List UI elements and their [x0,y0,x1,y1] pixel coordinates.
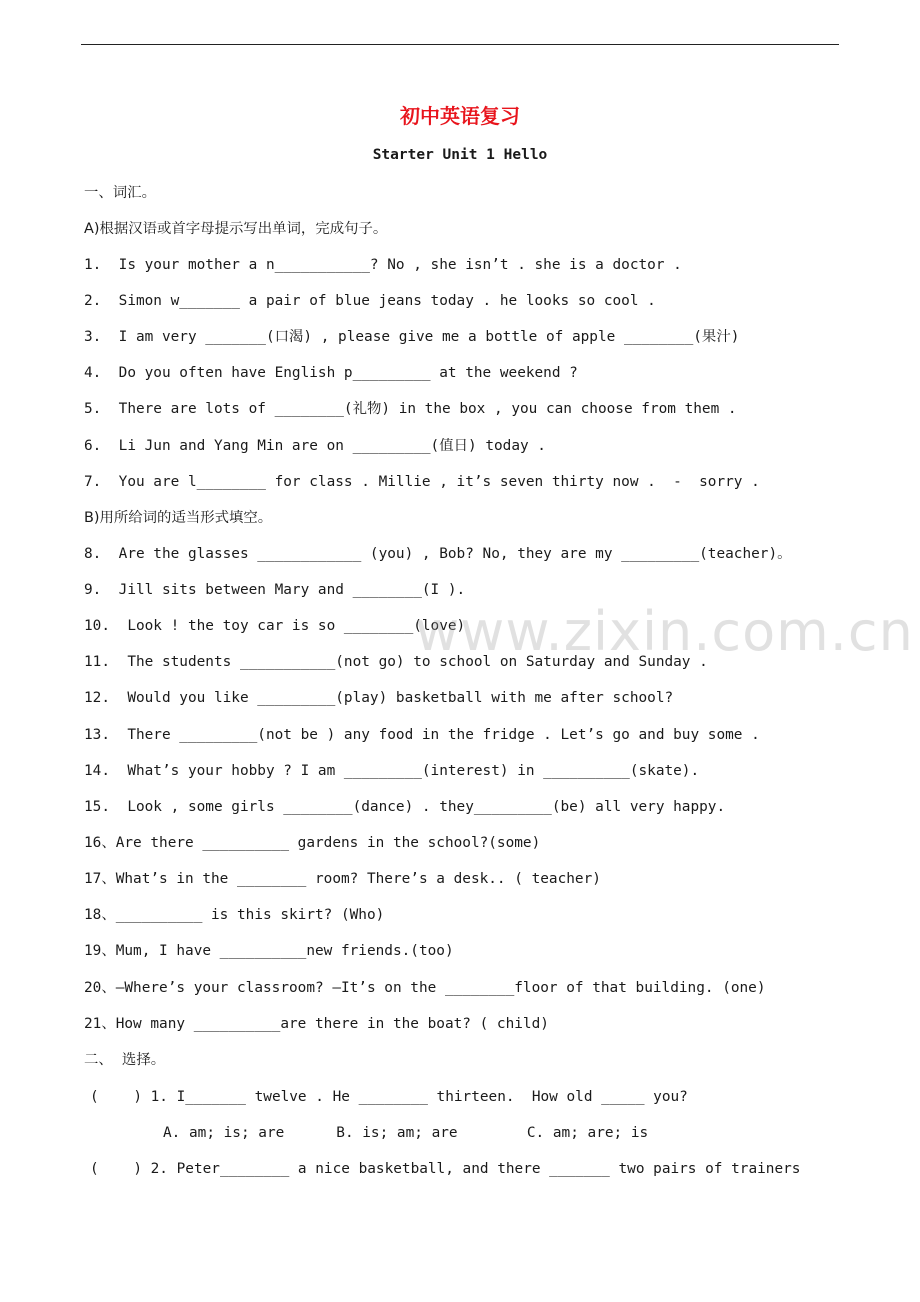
section-heading-choice: 二、 选择。 [84,1052,166,1068]
choice-question-1: ( ) 1. I_______ twelve . He ________ thirteen. How old _____ you? [90,1089,688,1105]
unit-subtitle: Starter Unit 1 Hello [372,147,548,163]
part-a-instruction: A)根据汉语或首字母提示写出单词，完成句子。 [84,221,388,237]
question-16: 16、Are there __________ gardens in the school?(some) [84,835,541,851]
question-12: 12. Would you like _________(play) basketball with me after school? [84,690,674,706]
question-1: 1. Is your mother a n___________? No , she isn’t . she is a doctor . [84,257,682,273]
question-13: 13. There _________(not be ) any food in the fridge . Let’s go and buy some . [84,727,760,743]
question-15: 15. Look , some girls ________(dance) . they_________(be) all very happy. [84,799,726,815]
question-20: 20、–Where’s your classroom? –It’s on the ________floor of that building. (one) [84,980,766,996]
question-2: 2. Simon w_______ a pair of blue jeans today . he looks so cool . [84,293,656,309]
question-17: 17、What’s in the ________ room? There’s a desk.. ( teacher) [84,871,601,887]
question-19: 19、Mum, I have __________new friends.(too) [84,943,454,959]
choice-question-2: ( ) 2. Peter________ a nice basketball, and there _______ two pairs of trainers [90,1161,801,1177]
question-10: 10. Look ! the toy car is so ________(love) [84,618,466,634]
question-4: 4. Do you often have English p_________ at the weekend ? [84,365,578,381]
choice-options-1: A. am; is; are B. is; am; are C. am; are; is [163,1125,649,1141]
question-7: 7. You are l________ for class . Millie , it’s seven thirty now . - sorry . [84,474,760,490]
page-title: 初中英语复习 [400,104,520,128]
header-rule [81,44,839,45]
question-8: 8. Are the glasses ____________ (you) , Bob? No, they are my _________(teacher)。 [84,546,792,562]
question-14: 14. What’s your hobby ? I am _________(interest) in __________(skate). [84,763,700,779]
question-6: 6. Li Jun and Yang Min are on _________(值日) today . [84,438,546,454]
question-9: 9. Jill sits between Mary and ________(I ). [84,582,466,598]
question-11: 11. The students ___________(not go) to school on Saturday and Sunday . [84,654,708,670]
question-21: 21、How many __________are there in the boat? ( child) [84,1016,549,1032]
question-3: 3. I am very _______(口渴) , please give me a bottle of apple ________(果汁) [84,329,740,345]
question-5: 5. There are lots of ________(礼物) in the box , you can choose from them . [84,401,737,417]
part-b-instruction: B)用所给词的适当形式填空。 [84,510,273,526]
question-18: 18、__________ is this skirt? (Who) [84,907,385,923]
section-heading-vocabulary: 一、词汇。 [84,185,156,201]
watermark: www.zixin.com.cn [415,600,914,663]
